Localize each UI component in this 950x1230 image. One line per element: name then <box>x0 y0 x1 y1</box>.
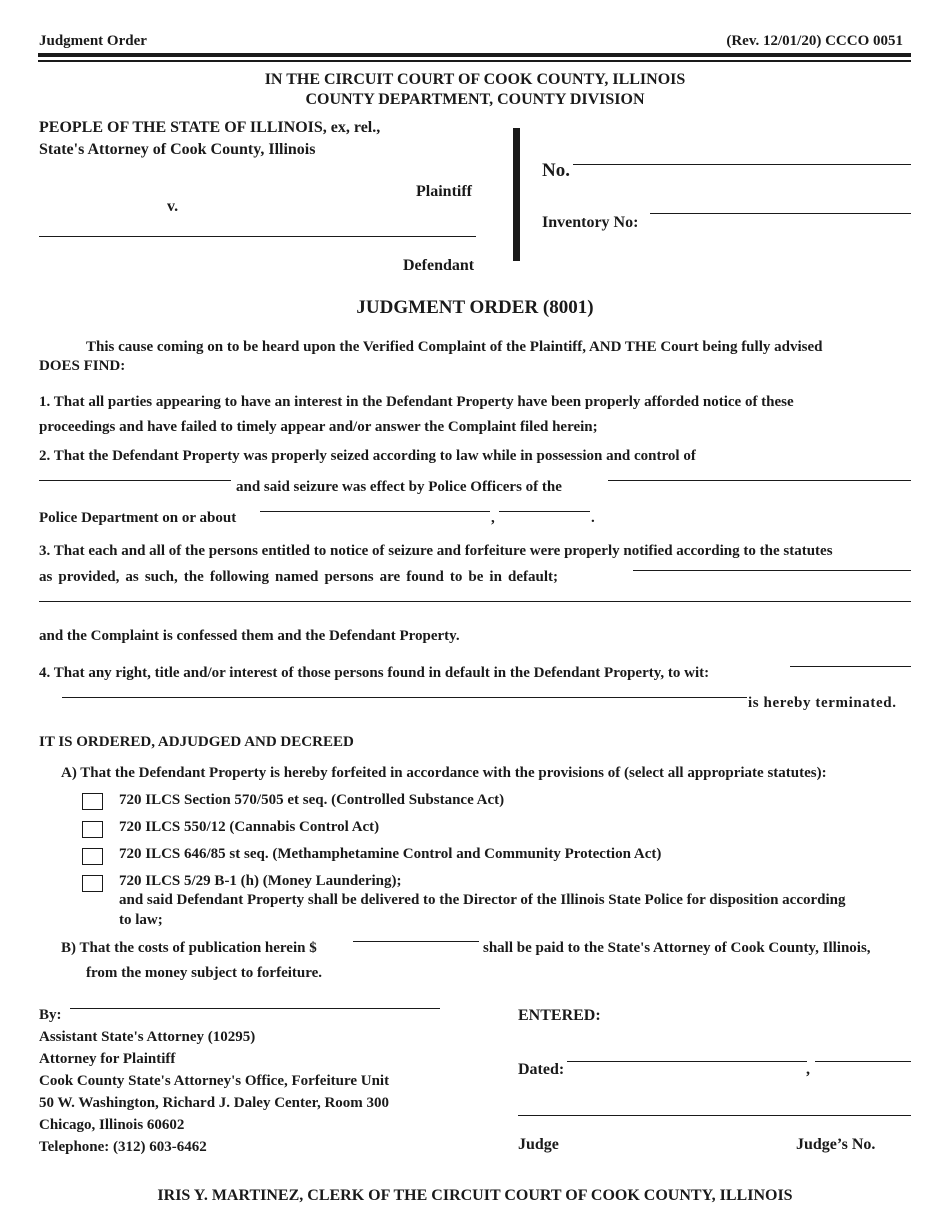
inventory-number-field[interactable] <box>650 213 911 214</box>
case-number-label: No. <box>542 160 570 181</box>
by-label: By: <box>39 1007 62 1023</box>
judge-signature-line[interactable] <box>518 1115 911 1116</box>
statute-checkbox-money-laundering[interactable] <box>82 875 103 892</box>
property-description-field[interactable] <box>790 666 911 667</box>
clerk-footer: IRIS Y. MARTINEZ, CLERK OF THE CIRCUIT COURT OF COOK COUNTY, ILLINOIS <box>157 1187 793 1204</box>
document-title: JUDGMENT ORDER (8001) <box>356 297 594 318</box>
finding-4-line2: is hereby terminated. <box>748 695 897 711</box>
intro-line1: This cause coming on to be heard upon the Verified Complaint of the Plaintiff, AND THE Court being fully advised <box>86 339 823 355</box>
judge-number-label: Judge’s No. <box>796 1136 876 1153</box>
order-a-text: A) That the Defendant Property is hereby forfeited in accordance with the provisions of (select all appropriate statutes): <box>61 765 827 781</box>
finding-3-line4: and the Complaint is confessed them and the Defendant Property. <box>39 628 460 644</box>
finding-1-line1: 1. That all parties appearing to have an interest in the Defendant Property have been properly afforded notice of these <box>39 394 794 410</box>
dated-label: Dated: <box>518 1061 565 1078</box>
police-agency-field[interactable] <box>608 480 911 481</box>
finding-3-line2: as provided, as such, the following named persons are found to be in default; <box>39 569 558 585</box>
attorney-line3: Cook County State's Attorney's Office, Forfeiture Unit <box>39 1073 390 1089</box>
seizure-date-field[interactable] <box>260 511 490 512</box>
possessor-name-field[interactable] <box>39 480 231 481</box>
property-description-field-line2[interactable] <box>62 697 747 698</box>
publication-cost-field[interactable] <box>353 941 479 942</box>
statute-controlled-substance: 720 ILCS Section 570/505 et seq. (Controlled Substance Act) <box>119 792 505 808</box>
statute-money-laundering: 720 ILCS 5/29 B-1 (h) (Money Laundering); <box>119 873 402 889</box>
default-persons-field[interactable] <box>633 570 911 571</box>
court-department: COUNTY DEPARTMENT, COUNTY DIVISION <box>305 91 645 108</box>
form-title: Judgment Order <box>39 33 147 49</box>
finding-2-line1: 2. That the Defendant Property was properly seized according to law while in possession and control of <box>39 448 696 464</box>
finding-3-line1: 3. That each and all of the persons entitled to notice of seizure and forfeiture were properly notified according to the statutes <box>39 543 833 559</box>
order-b-text-start: B) That the costs of publication herein $ <box>61 940 317 956</box>
entered-label: ENTERED: <box>518 1007 601 1024</box>
judge-label: Judge <box>518 1136 559 1153</box>
finding-1-line2: proceedings and have failed to timely appear and/or answer the Complaint filed herein; <box>39 419 598 435</box>
inventory-number-label: Inventory No: <box>542 214 639 231</box>
court-name: IN THE CIRCUIT COURT OF COOK COUNTY, ILLINOIS <box>264 71 686 88</box>
attorney-line1: Assistant State's Attorney (10295) <box>39 1029 256 1045</box>
delivery-text-line2: to law; <box>119 912 163 928</box>
plaintiff-label: Plaintiff <box>416 183 472 200</box>
versus-label: v. <box>167 198 179 215</box>
finding-2-line2: and said seizure was effect by Police Officers of the <box>236 479 562 495</box>
plaintiff-name-line2: State's Attorney of Cook County, Illinois <box>39 141 316 158</box>
seizure-year-field[interactable] <box>499 511 590 512</box>
attorney-line4: 50 W. Washington, Richard J. Daley Center, Room 300 <box>39 1095 390 1111</box>
dated-comma: , <box>806 1061 810 1078</box>
statute-checkbox-controlled-substance[interactable] <box>82 793 103 810</box>
defendant-label: Defendant <box>403 257 475 274</box>
order-b-text-end: shall be paid to the State's Attorney of Cook County, Illinois, <box>483 940 871 956</box>
attorney-line5: Chicago, Illinois 60602 <box>39 1117 185 1133</box>
attorney-signature-line[interactable] <box>70 1008 440 1009</box>
order-b-line2: from the money subject to forfeiture. <box>86 965 323 981</box>
statute-cannabis: 720 ILCS 550/12 (Cannabis Control Act) <box>119 819 380 835</box>
finding-2-line3: Police Department on or about <box>39 510 237 526</box>
intro-line2: DOES FIND: <box>39 358 126 374</box>
statute-checkbox-methamphetamine[interactable] <box>82 848 103 865</box>
attorney-line2: Attorney for Plaintiff <box>39 1051 176 1067</box>
default-persons-field-line2[interactable] <box>39 601 911 602</box>
header-thin-rule <box>38 60 911 62</box>
ordered-heading: IT IS ORDERED, ADJUDGED AND DECREED <box>39 734 354 750</box>
form-revision: (Rev. 12/01/20) CCCO 0051 <box>726 33 903 49</box>
dated-field[interactable] <box>567 1061 807 1062</box>
statute-methamphetamine: 720 ILCS 646/85 st seq. (Methamphetamine Control and Community Protection Act) <box>119 846 662 862</box>
plaintiff-name-line1: PEOPLE OF THE STATE OF ILLINOIS, ex, rel., <box>39 119 381 136</box>
caption-divider <box>513 128 520 261</box>
seizure-date-comma: , <box>491 510 495 526</box>
statute-checkbox-cannabis[interactable] <box>82 821 103 838</box>
seizure-date-period: . <box>591 510 595 526</box>
case-number-field[interactable] <box>573 164 911 165</box>
dated-year-field[interactable] <box>815 1061 911 1062</box>
delivery-text-line1: and said Defendant Property shall be delivered to the Director of the Illinois State Police for disposition according <box>119 892 846 908</box>
header-thick-rule <box>38 53 911 57</box>
finding-4-line1: 4. That any right, title and/or interest of those persons found in default in the Defendant Property, to wit: <box>39 665 710 681</box>
attorney-line6: Telephone: (312) 603-6462 <box>39 1139 207 1155</box>
defendant-name-line[interactable] <box>39 236 476 237</box>
